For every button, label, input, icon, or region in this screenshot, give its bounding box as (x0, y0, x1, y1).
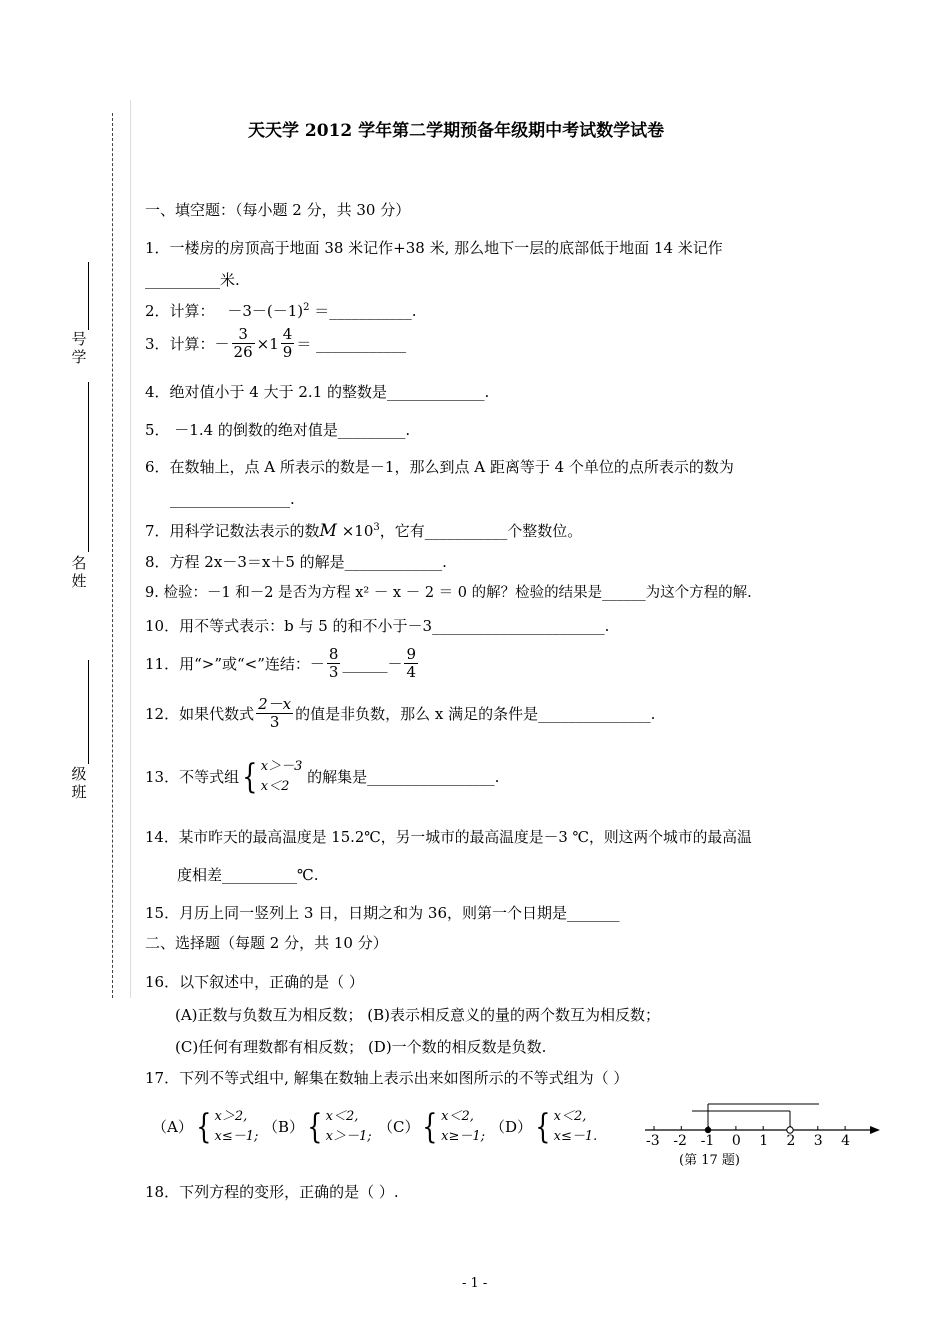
q4: 4．绝对值小于 4 大于 2.1 的整数是_____________. (145, 383, 490, 401)
q11-f2-den: 4 (406, 663, 417, 682)
q7-text: 7．用科学记数法表示的数 (145, 522, 320, 540)
q17-option-a (152, 1107, 258, 1147)
q2-sup: 2 (303, 302, 310, 313)
q3-text: 3．计算：－ (145, 334, 230, 353)
q13 (145, 757, 499, 797)
tick-label: 0 (731, 1133, 741, 1149)
q17-d-line2: x≤－1. (553, 1129, 598, 1145)
q2-tail: ＝___________. (314, 302, 417, 320)
q17-b-brace: { (307, 1107, 323, 1148)
q3-times: ×1 (256, 334, 279, 353)
q6-line1: 6．在数轴上，点 A 所表示的数是－1，那么到点 A 距离等于 4 个单位的点所表示的数为 (145, 458, 734, 476)
q13-text: 13．不等式组 (145, 768, 240, 787)
q9: 9. 检验：－1 和－2 是否为方程 x² － x － 2 ＝ 0 的解？检验的结果是______为这个方程的解. (145, 585, 752, 601)
q13-line1: x＞－3 (260, 759, 303, 774)
q17-a-system (214, 1107, 258, 1147)
q10: 10．用不等式表示：b 与 5 的和不小于－3_______________________. (145, 617, 610, 635)
q17-c-label: （C） (378, 1118, 420, 1137)
q3-fraction1 (232, 326, 255, 362)
q13-system (261, 757, 303, 797)
q5: 5． －1.4 的倒数的绝对值是_________. (145, 421, 411, 439)
q17-b-system (326, 1107, 372, 1147)
q3-f2-den: 9 (282, 343, 293, 362)
q17-d-brace: { (535, 1107, 551, 1148)
q12-num: 2－x (258, 695, 292, 713)
q17-b-line2: x＞－1; (325, 1129, 372, 1145)
q2-text: 2．计算： (145, 302, 215, 320)
name-line (88, 382, 89, 552)
q11-f1-num: 8 (328, 645, 339, 663)
q11 (145, 646, 420, 682)
q2 (145, 302, 417, 320)
q16: 16．以下叙述中，正确的是（ ） (145, 973, 364, 991)
tick-label: -2 (673, 1133, 687, 1149)
q1-line1: 1．一楼房的房顶高于地面 38 米记作+38 米, 那么地下一层的底部低于地面 14 米记作 (145, 239, 723, 257)
q3-fraction2 (281, 326, 295, 362)
q17: 17．下列不等式组中, 解集在数轴上表示出来如图所示的不等式组为（ ） (145, 1069, 629, 1087)
q11-f2-num: 9 (406, 645, 417, 663)
q18: 18．下列方程的变形，正确的是（ ）. (145, 1183, 399, 1201)
q17-b-line1: x＜2, (325, 1109, 359, 1124)
q7-m: M (319, 521, 337, 541)
sidebar-ban: 班 (71, 783, 87, 801)
q8: 8．方程 2x－3＝x＋5 的解是_____________. (145, 553, 447, 571)
q7-tail: ，它有___________个整数位。 (379, 522, 583, 540)
q12-tail: 的值是非负数，那么 x 满足的条件是_______________. (295, 704, 656, 723)
q17-b-label: （B） (263, 1118, 305, 1137)
q12-text: 12．如果代数式 (145, 704, 255, 723)
q7 (145, 521, 582, 541)
q14-line2: 度相差__________℃. (177, 866, 319, 884)
section1-heading: 一、填空题：（每小题 2 分，共 30 分） (145, 201, 411, 219)
q17-c-line2: x≥－1; (441, 1129, 486, 1145)
q17-d-line1: x＜2, (553, 1109, 587, 1124)
q17-d-label: （D） (490, 1118, 533, 1137)
q12-fraction (256, 696, 293, 732)
q17-d-system (554, 1107, 598, 1147)
q3-f2-num: 4 (282, 325, 293, 343)
student-id-line (88, 262, 89, 330)
tick-label: -3 (646, 1133, 660, 1149)
q13-line2: x＜2 (260, 779, 290, 795)
q17-option-c (378, 1107, 485, 1147)
q11-f1-den: 3 (328, 663, 339, 682)
q16-options-cd: (C)任何有理数都有相反数； (D)一个数的相反数是负数. (175, 1038, 547, 1056)
sidebar-xing: 姓 (71, 572, 87, 590)
q17-c-line1: x＜2, (441, 1109, 474, 1124)
q17-a-line1: x＞2, (214, 1109, 248, 1124)
tick-label: -1 (700, 1133, 715, 1149)
q11-fraction2 (404, 646, 418, 682)
tick-label: 1 (759, 1133, 769, 1149)
q13-brace: { (242, 757, 258, 798)
q7-sup: 3 (373, 522, 380, 533)
q16-options-ab: (A)正数与负数互为相反数； (B)表示相反意义的量的两个数互为相反数； (175, 1006, 661, 1024)
sidebar-xue: 学 (71, 348, 87, 366)
q11-fraction1 (327, 646, 341, 682)
q17-figure-caption: (第 17 题) (679, 1153, 740, 1168)
q17-a-label: （A） (152, 1118, 193, 1137)
q11-mid: ______－ (342, 654, 403, 673)
margin-gray-line (130, 100, 131, 998)
q17-option-b (263, 1107, 372, 1147)
q3-tail: ＝ ____________ (296, 334, 407, 353)
axis-arrow (870, 1126, 880, 1134)
q17-option-d (490, 1107, 597, 1147)
q17-c-system (441, 1107, 485, 1147)
q7-mid: ×10 (336, 522, 374, 540)
page-number: - 1 - (462, 1276, 488, 1291)
q3-f1-num: 3 (232, 326, 255, 344)
tick-label: 3 (813, 1133, 823, 1149)
q2-expr: －3－(－1) (227, 302, 304, 320)
q17-a-line2: x≤－1; (214, 1129, 259, 1145)
q13-tail: 的解集是_________________. (307, 768, 500, 787)
tick-label: 4 (841, 1133, 851, 1149)
tick-label: 2 (786, 1133, 796, 1149)
sidebar-hao: 号 (71, 330, 87, 348)
q11-text: 11．用“>”或“<”连结：－ (145, 654, 325, 673)
q3-f1-den: 26 (233, 343, 253, 362)
sidebar-ming: 名 (71, 554, 87, 572)
class-line (88, 660, 89, 764)
q14-line1: 14．某市昨天的最高温度是 15.2℃，另一城市的最高温度是－3 ℃，则这两个城市的最高温 (145, 829, 752, 846)
q3 (145, 326, 406, 362)
q17-a-brace: { (196, 1107, 212, 1148)
q17-c-brace: { (422, 1107, 438, 1148)
q15: 15．月历上同一竖列上 3 日，日期之和为 36，则第一个日期是_______ (145, 904, 620, 922)
binding-dashed-line (112, 113, 113, 998)
section2-heading: 二、选择题（每题 2 分，共 10 分） (145, 934, 388, 952)
sidebar-ji: 级 (71, 765, 87, 783)
q12 (145, 696, 655, 732)
q1-line2: __________米. (145, 271, 240, 289)
exam-title: 天天学 2012 学年第二学期预备年级期中考试数学试卷 (248, 121, 665, 141)
q12-den: 3 (269, 713, 280, 732)
q6-line2: ________________. (170, 490, 295, 508)
